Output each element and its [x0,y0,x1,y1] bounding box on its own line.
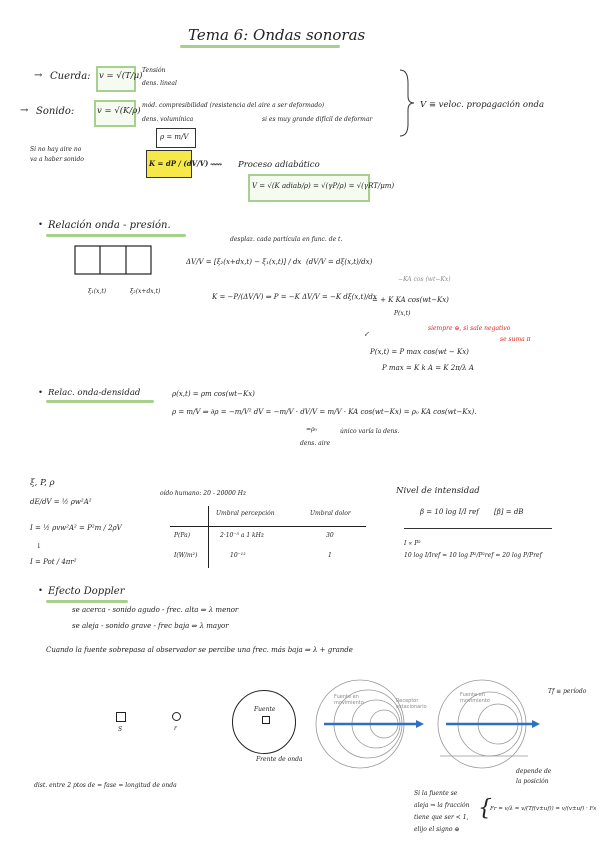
sonido-k-note2: si es muy grande difícil de deformar [262,116,373,123]
dist-note: dist. entre 2 ptos de = fase = longitud de onda [34,782,177,789]
sonido-rho-note: dens. volumínica [142,116,194,123]
xi1-label: ξ₁(x,t) [88,288,107,295]
table-cell: I(W/m²) [174,552,198,559]
si-note-1: Si la fuente se [414,790,458,797]
fig2-fuente-2: movimiento [460,698,490,704]
bullet-icon: • [38,220,44,230]
si-note-3: tiene que ser < 1, [414,814,469,821]
page-title: Tema 6: Ondas sonoras [188,26,366,44]
unico-varia-label: único varía la dens. [340,428,400,435]
fig1-fuente-1: Fuente en [334,694,359,700]
table-divider [208,506,209,568]
doppler-line-3: Cuando la fuente sobrepasa al observador se percibe una frec. más baja ⇒ λ + grande [46,646,353,654]
doppler-figure-1 [316,676,426,776]
fuente-square-icon [262,716,270,724]
cuerda-tension-note: Tensión [142,67,166,74]
k-equation: K = −P/(ΔV/V) ⇒ P = −K ΔV/V = −K dξ(x,t)/dx [212,293,377,301]
beta-equation: β = 10 log I/I ref [420,508,479,516]
right-brace [398,68,418,138]
title-underline [180,45,340,48]
beta-unit: [β] = dB [494,508,524,516]
table-cell: 2·10⁻⁵ a 1 kHz [220,532,265,539]
arrow-down-icon: ↓ [36,542,42,550]
densidad-heading: Relac. onda-densidad [48,388,141,398]
densidad-underline [46,400,154,403]
i-r-equation: I = Pot / 4πr² [30,558,77,566]
oido-note: oído humano: 20 - 20000 Hz [160,490,247,497]
air-note-1: Si no hay aire no [30,146,82,153]
arrow-icon: → [20,105,29,116]
i-prop-note: I ∝ P² [404,540,421,547]
frente-label: Frente de onda [256,756,303,763]
table-header: Umbral percepción [216,510,275,517]
dv-paren-equation: (dV/V = dξ(x,t)/dx) [306,258,373,266]
si-note-4: elijo el signo ⊕ [414,826,460,833]
source-square-icon [116,712,126,722]
pmax-equation: P max = K k A = K 2π/λ A [382,364,474,372]
fig1-receptor-1: Receptor [396,698,419,704]
energy-list: ξ, P, ρ [30,478,55,488]
bullet-icon: • [38,586,44,596]
de-dv-equation: dE/dV = ½ ρw²A² [30,498,92,506]
fig1-receptor-2: estacionario [396,704,427,710]
table-cell: 1 [328,552,332,559]
receiver-circle-icon [172,712,181,721]
table-divider [170,526,366,527]
depende-2: la posición [516,778,549,785]
p-xt-equation: P(x,t) = P max cos(wt − Kx) [370,348,469,356]
xi2-label: ξ₂(x+dx,t) [130,288,161,295]
relacion-heading: Relación onda - presión. [48,220,171,231]
fuente-label: Fuente [254,706,276,713]
beta-p-equation: 10 log I/Iref = 10 log P²/P²ref = 20 log P/Pref [404,552,542,559]
brace-note: V ≡ veloc. propagación onda [420,100,545,110]
doppler-heading: Efecto Doppler [48,586,125,597]
ka-gray-note: −KA cos (wt−Kx) [398,276,451,283]
source-label: S [118,726,123,733]
rho-box-text: ρ = m/V [160,133,189,141]
rho-eq-chain: ρ = m/V ⇒ ∂ρ = −m/V² dV = −m/V · dV/V = m/V · KA cos(wt−Kx) = ρ₀ KA cos(wt−Kx). [172,408,477,416]
red-note-1: siempre ⊕, si sale negativo [428,325,511,332]
cuerda-formula: v = √(T/μ) [99,71,143,81]
tf-note: Tf ≡ período [548,688,587,695]
displaz-note: desplaz. cada partícula en func. de t. [230,236,343,243]
dv-equation: ΔV/V = [ξ₂(x+dx,t) − ξ₁(x,t)] / dx [186,258,302,266]
i-equation: I = ½ ρvw²A² = P²m / 2ρV [30,524,122,532]
brace-icon: { [478,796,492,821]
divider-line [404,528,552,529]
depende-1: depende de [516,768,552,775]
fig2-fuente-1: Fuente en [460,692,485,698]
volume-diagram [74,245,154,277]
si-note-2: aleja ⇒ la fracción [414,802,470,809]
cuerda-label: Cuerda: [50,71,91,82]
red-note-2: se suma π [500,336,531,343]
nivel-heading: Nivel de intensidad [396,486,480,496]
fr-equation: Fr = v/λ = v/(Tf(v±uf)) = v/(v±uf) · Fs [490,806,597,812]
rho0-label: =ρ₀ [306,426,317,433]
dens-aire-label: dens. aire [300,440,331,447]
table-cell: 10⁻¹² [230,552,246,559]
v-adiab-formula: V = √(K adiab/ρ) = √(γP/ρ) = √(γRT/μm) [252,182,395,190]
arrow-down-left-icon: ↙ [364,330,370,338]
doppler-line-2: se aleja - sonido grave - frec baja ⇒ λ mayor [72,622,229,630]
bullet-icon: • [38,388,44,398]
sonido-formula: v = √(K/ρ) [97,106,141,116]
receiver-label: r [174,725,177,732]
arrow-icon: → [34,70,43,81]
fig1-fuente-2: movimiento [334,700,364,706]
sonido-label: Sonido: [36,106,75,117]
k-box-text: K = dP / (dV/V) [149,159,209,168]
doppler-figure-2 [436,676,546,776]
doppler-underline [46,600,128,603]
p-xt-right: P(x,t) [394,310,411,317]
squiggle-arrow-icon: ⟿ [210,160,223,170]
table-header: Umbral dolor [310,510,351,517]
rho-xt-equation: ρ(x,t) = ρm cos(wt−Kx) [172,390,255,398]
proceso-label: Proceso adiabático [238,160,320,170]
table-cell: P(Pa) [174,532,191,539]
thresholds-table [160,502,370,572]
doppler-line-1: se acerca - sonido agudo - frec. alta ⇒ λ menor [72,606,239,614]
relacion-underline [46,234,186,237]
plus-equation: = + K KA cos(wt−Kx) [372,296,449,304]
sonido-k-note: mód. compresibilidad (resistencia del aire a ser deformado) [142,102,325,109]
air-note-2: va a haber sonido [30,156,84,163]
table-cell: 30 [326,532,334,539]
cuerda-dens-note: dens. lineal [142,80,177,87]
